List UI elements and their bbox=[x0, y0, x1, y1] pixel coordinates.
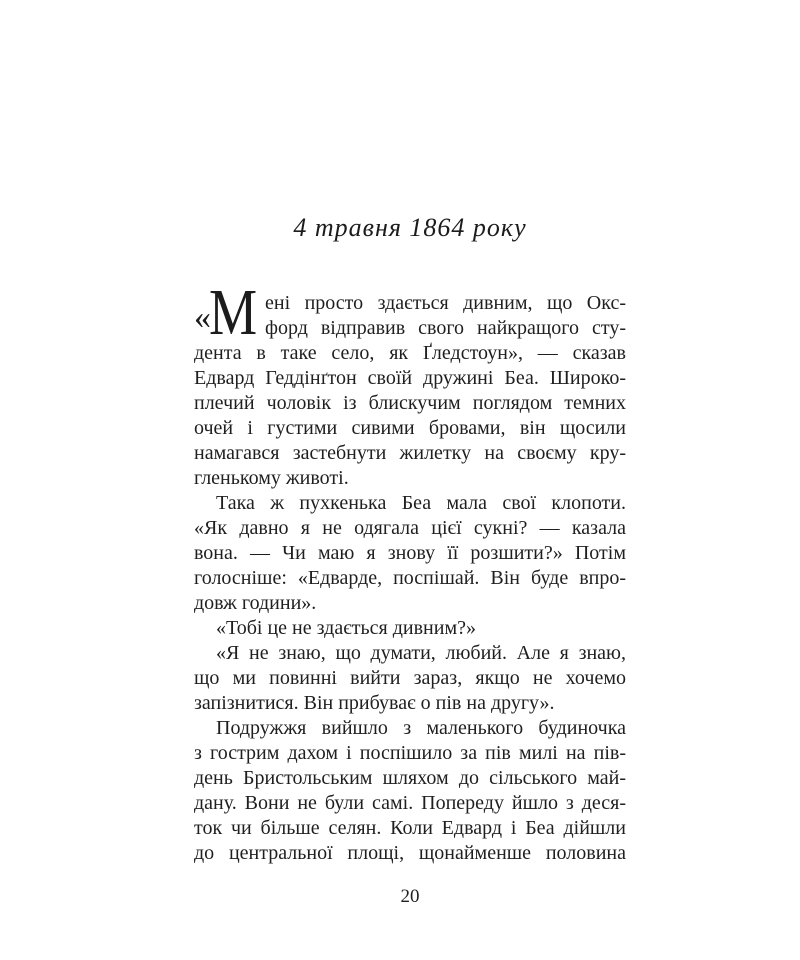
text-line: «Я не знаю, що думати, любий. Але я знаю, bbox=[216, 642, 626, 664]
text-line: запізнитися. Він прибуває о пів на другу». bbox=[194, 692, 555, 714]
paragraph bbox=[194, 641, 626, 716]
text-line: ені просто здається дивним, що Окс- bbox=[265, 292, 626, 314]
text-line: «Тобі це не здається дивним?» bbox=[216, 617, 476, 639]
text-line: Едвард Геддінґтон своїй дружині Беа. Широко- bbox=[194, 367, 626, 389]
drop-cap-letter: М bbox=[209, 276, 258, 349]
text-line: плечий чоловік із блискучим поглядом темних bbox=[194, 392, 626, 414]
text-line: очей і густими сивими бровами, він щосили bbox=[194, 417, 626, 439]
text-block bbox=[194, 276, 626, 866]
paragraph bbox=[194, 716, 626, 866]
text-line: Така ж пухкенька Беа мала свої клопоти. bbox=[216, 492, 626, 514]
text-line: намагався застебнути жилетку на своєму кру- bbox=[194, 442, 626, 464]
text-line: гленькому животі. bbox=[194, 467, 349, 489]
text-line: з гострим дахом і поспішило за пів милі на пів- bbox=[194, 742, 626, 764]
text-line: Подружжя вийшло з маленького будиночка bbox=[216, 717, 626, 739]
drop-cap bbox=[194, 276, 265, 349]
text-line: голосніше: «Едварде, поспішай. Він буде впро- bbox=[194, 567, 626, 589]
text-line: форд відправив свого найкращого сту- bbox=[265, 317, 626, 339]
text-line: дану. Вони не були самі. Попереду йшло з деся- bbox=[194, 792, 626, 814]
text-line: ток чи більше селян. Коли Едвард і Беа дійшли bbox=[194, 817, 626, 839]
text-line: дента в таке село, як Ґледстоун», — сказав bbox=[194, 342, 626, 364]
chapter-date-heading: 4 травня 1864 року bbox=[293, 213, 527, 242]
text-line: вона. — Чи маю я знову її розшити?» Потім bbox=[194, 542, 626, 564]
drop-cap-opening-guillemet: « bbox=[194, 299, 211, 336]
text-line: день Бристольським шляхом до сільського май- bbox=[194, 767, 626, 789]
text-line: «Як давно я не одягала цієї сукні? — казала bbox=[194, 517, 626, 539]
text-line: до центральної площі, щонайменше половина bbox=[194, 842, 626, 864]
page-number: 20 bbox=[400, 886, 420, 907]
paragraph bbox=[194, 491, 626, 616]
text-line: що ми повинні вийти зараз, якщо не хочемо bbox=[194, 667, 626, 689]
paragraph bbox=[194, 616, 626, 641]
text-line: довж години». bbox=[194, 592, 317, 614]
